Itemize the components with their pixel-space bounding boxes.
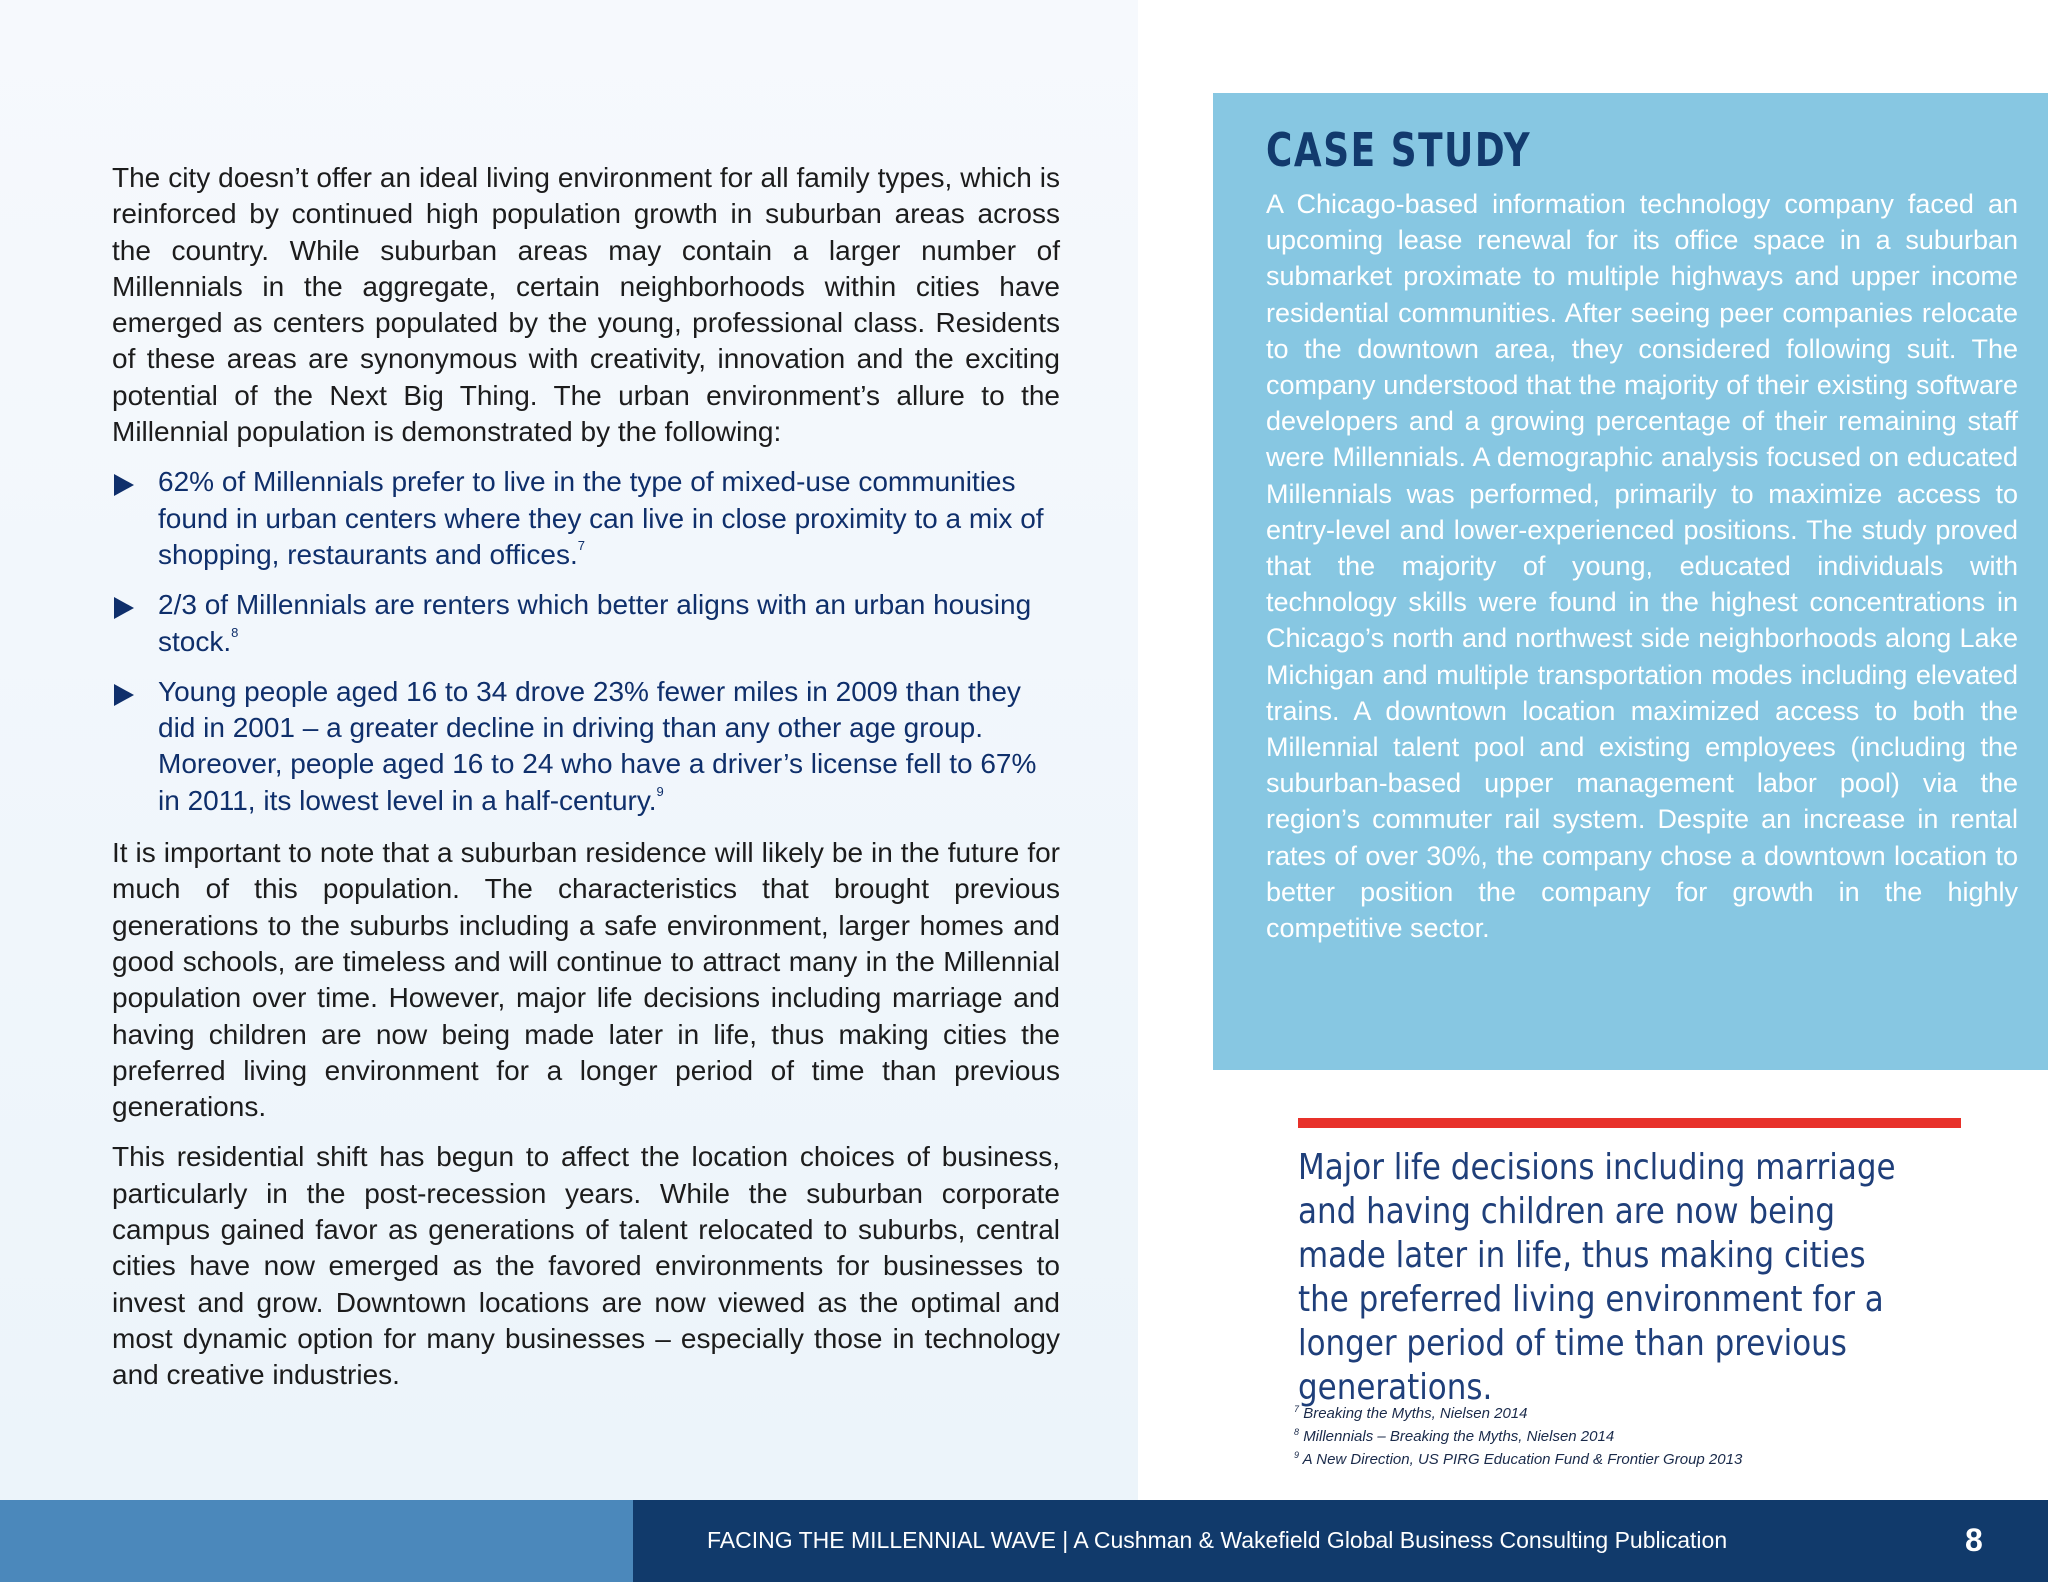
footnote-number: 7 bbox=[1294, 1404, 1300, 1414]
bullet-text: Young people aged 16 to 34 drove 23% fewer miles in 2009 than they did in 2001 – a greater decline in driving than any other age group. Moreover, people aged 16 to 24 who have a driver’s license fell to 67% in 2011, its lowest level in a half-century. bbox=[158, 675, 1037, 816]
bullet-text: 62% of Millennials prefer to live in the type of mixed-use communities found in urban centers where they can live in close proximity to a mix of shopping, restaurants and offices. bbox=[158, 466, 1044, 570]
bullet-item bbox=[112, 587, 1060, 660]
main-article bbox=[112, 160, 1060, 1408]
footnote-ref: 8 bbox=[231, 624, 239, 640]
footnote-text: Breaking the Myths, Nielsen 2014 bbox=[1303, 1405, 1528, 1422]
triangle-bullet-icon bbox=[114, 474, 134, 496]
body-paragraph: It is important to note that a suburban residence will likely be in the future for much of this population. The characteristics that brought previous generations to the suburbs including a safe environment, larger homes and good schools, are timeless and will continue to attract many in the Millennial population over time. However, major life decisions including marriage and having children are now being made later in life, thus making cities the preferred living environment for a longer period of time than previous generations. bbox=[112, 837, 1060, 1123]
footnote-text: A New Direction, US PIRG Education Fund & Frontier Group 2013 bbox=[1302, 1451, 1743, 1468]
bullet-text: 2/3 of Millennials are renters which better aligns with an urban housing stock. bbox=[158, 589, 1032, 657]
footnote-ref: 9 bbox=[656, 783, 664, 799]
case-study-box bbox=[1213, 93, 2048, 1070]
footnote-item bbox=[1294, 1402, 1994, 1425]
footnote-number: 9 bbox=[1294, 1450, 1300, 1460]
bullet-item bbox=[112, 464, 1060, 573]
footer-publication-title: FACING THE MILLENNIAL WAVE | A Cushman & Wakefield Global Business Consulting Publication bbox=[707, 1527, 1728, 1553]
footnote-item bbox=[1294, 1425, 1994, 1448]
footer-accent-block bbox=[0, 1500, 633, 1582]
triangle-bullet-icon bbox=[114, 597, 134, 619]
footnote-item bbox=[1294, 1448, 1994, 1471]
body-paragraph: This residential shift has begun to affect the location choices of business, particularly in the post-recession years. While the suburban corporate campus gained favor as generations of talent relocated to suburbs, central cities have now emerged as the favored environments for businesses to invest and grow. Downtown locations are now viewed as the optimal and most dynamic option for many businesses – especially those in technology and creative industries. bbox=[112, 1141, 1060, 1391]
case-study-title: CASE STUDY bbox=[1266, 123, 1532, 177]
bullet-item bbox=[112, 674, 1060, 819]
pull-quote-divider bbox=[1298, 1118, 1961, 1128]
footnote-ref: 7 bbox=[577, 537, 585, 553]
intro-paragraph: The city doesn’t offer an ideal living environment for all family types, which is reinforced by continued high population growth in suburban areas across the country. While suburban areas may contain a larger number of Millennials in the aggregate, certain neighborhoods within cities have emerged as centers populated by the young, professional class. Residents of these areas are synonymous with creativity, innovation and the exciting potential of the Next Big Thing. The urban environment’s allure to the Millennial population is demonstrated by the following: bbox=[112, 162, 1060, 448]
page-number: 8 bbox=[1965, 1522, 1983, 1558]
triangle-bullet-icon bbox=[114, 684, 134, 706]
footnotes bbox=[1294, 1402, 1994, 1471]
case-study-text: A Chicago-based information technology company faced an upcoming lease renewal for its office space in a suburban submarket proximate to multiple highways and upper income residential communities. After seeing peer companies relocate to the downtown area, they considered following suit. The company understood that the majority of their existing software developers and a growing percentage of their remaining staff were Millennials. A demographic analysis focused on educated Millennials was performed, primarily to maximize access to entry-level and lower-experienced positions. The study proved that the majority of young, educated individuals with technology skills were found in the highest concentrations in Chicago’s north and northwest side neighborhoods along Lake Michigan and multiple transportation modes including elevated trains. A downtown location maximized access to both the Millennial talent pool and existing employees (including the suburban-based upper management labor pool) via the region’s commuter rail system. Despite an increase in rental rates of over 30%, the company chose a downtown location to better position the company for growth in the highly competitive sector. bbox=[1266, 189, 2018, 944]
pull-quote: Major life decisions including marriage and having children are now being made later in life, thus making cities the preferred living environment for a longer period of time than previous generations. bbox=[1298, 1147, 1896, 1408]
footnote-number: 8 bbox=[1294, 1427, 1300, 1437]
statistics-bullet-list bbox=[112, 464, 1060, 819]
footnote-text: Millennials – Breaking the Myths, Nielsen 2014 bbox=[1303, 1428, 1615, 1445]
